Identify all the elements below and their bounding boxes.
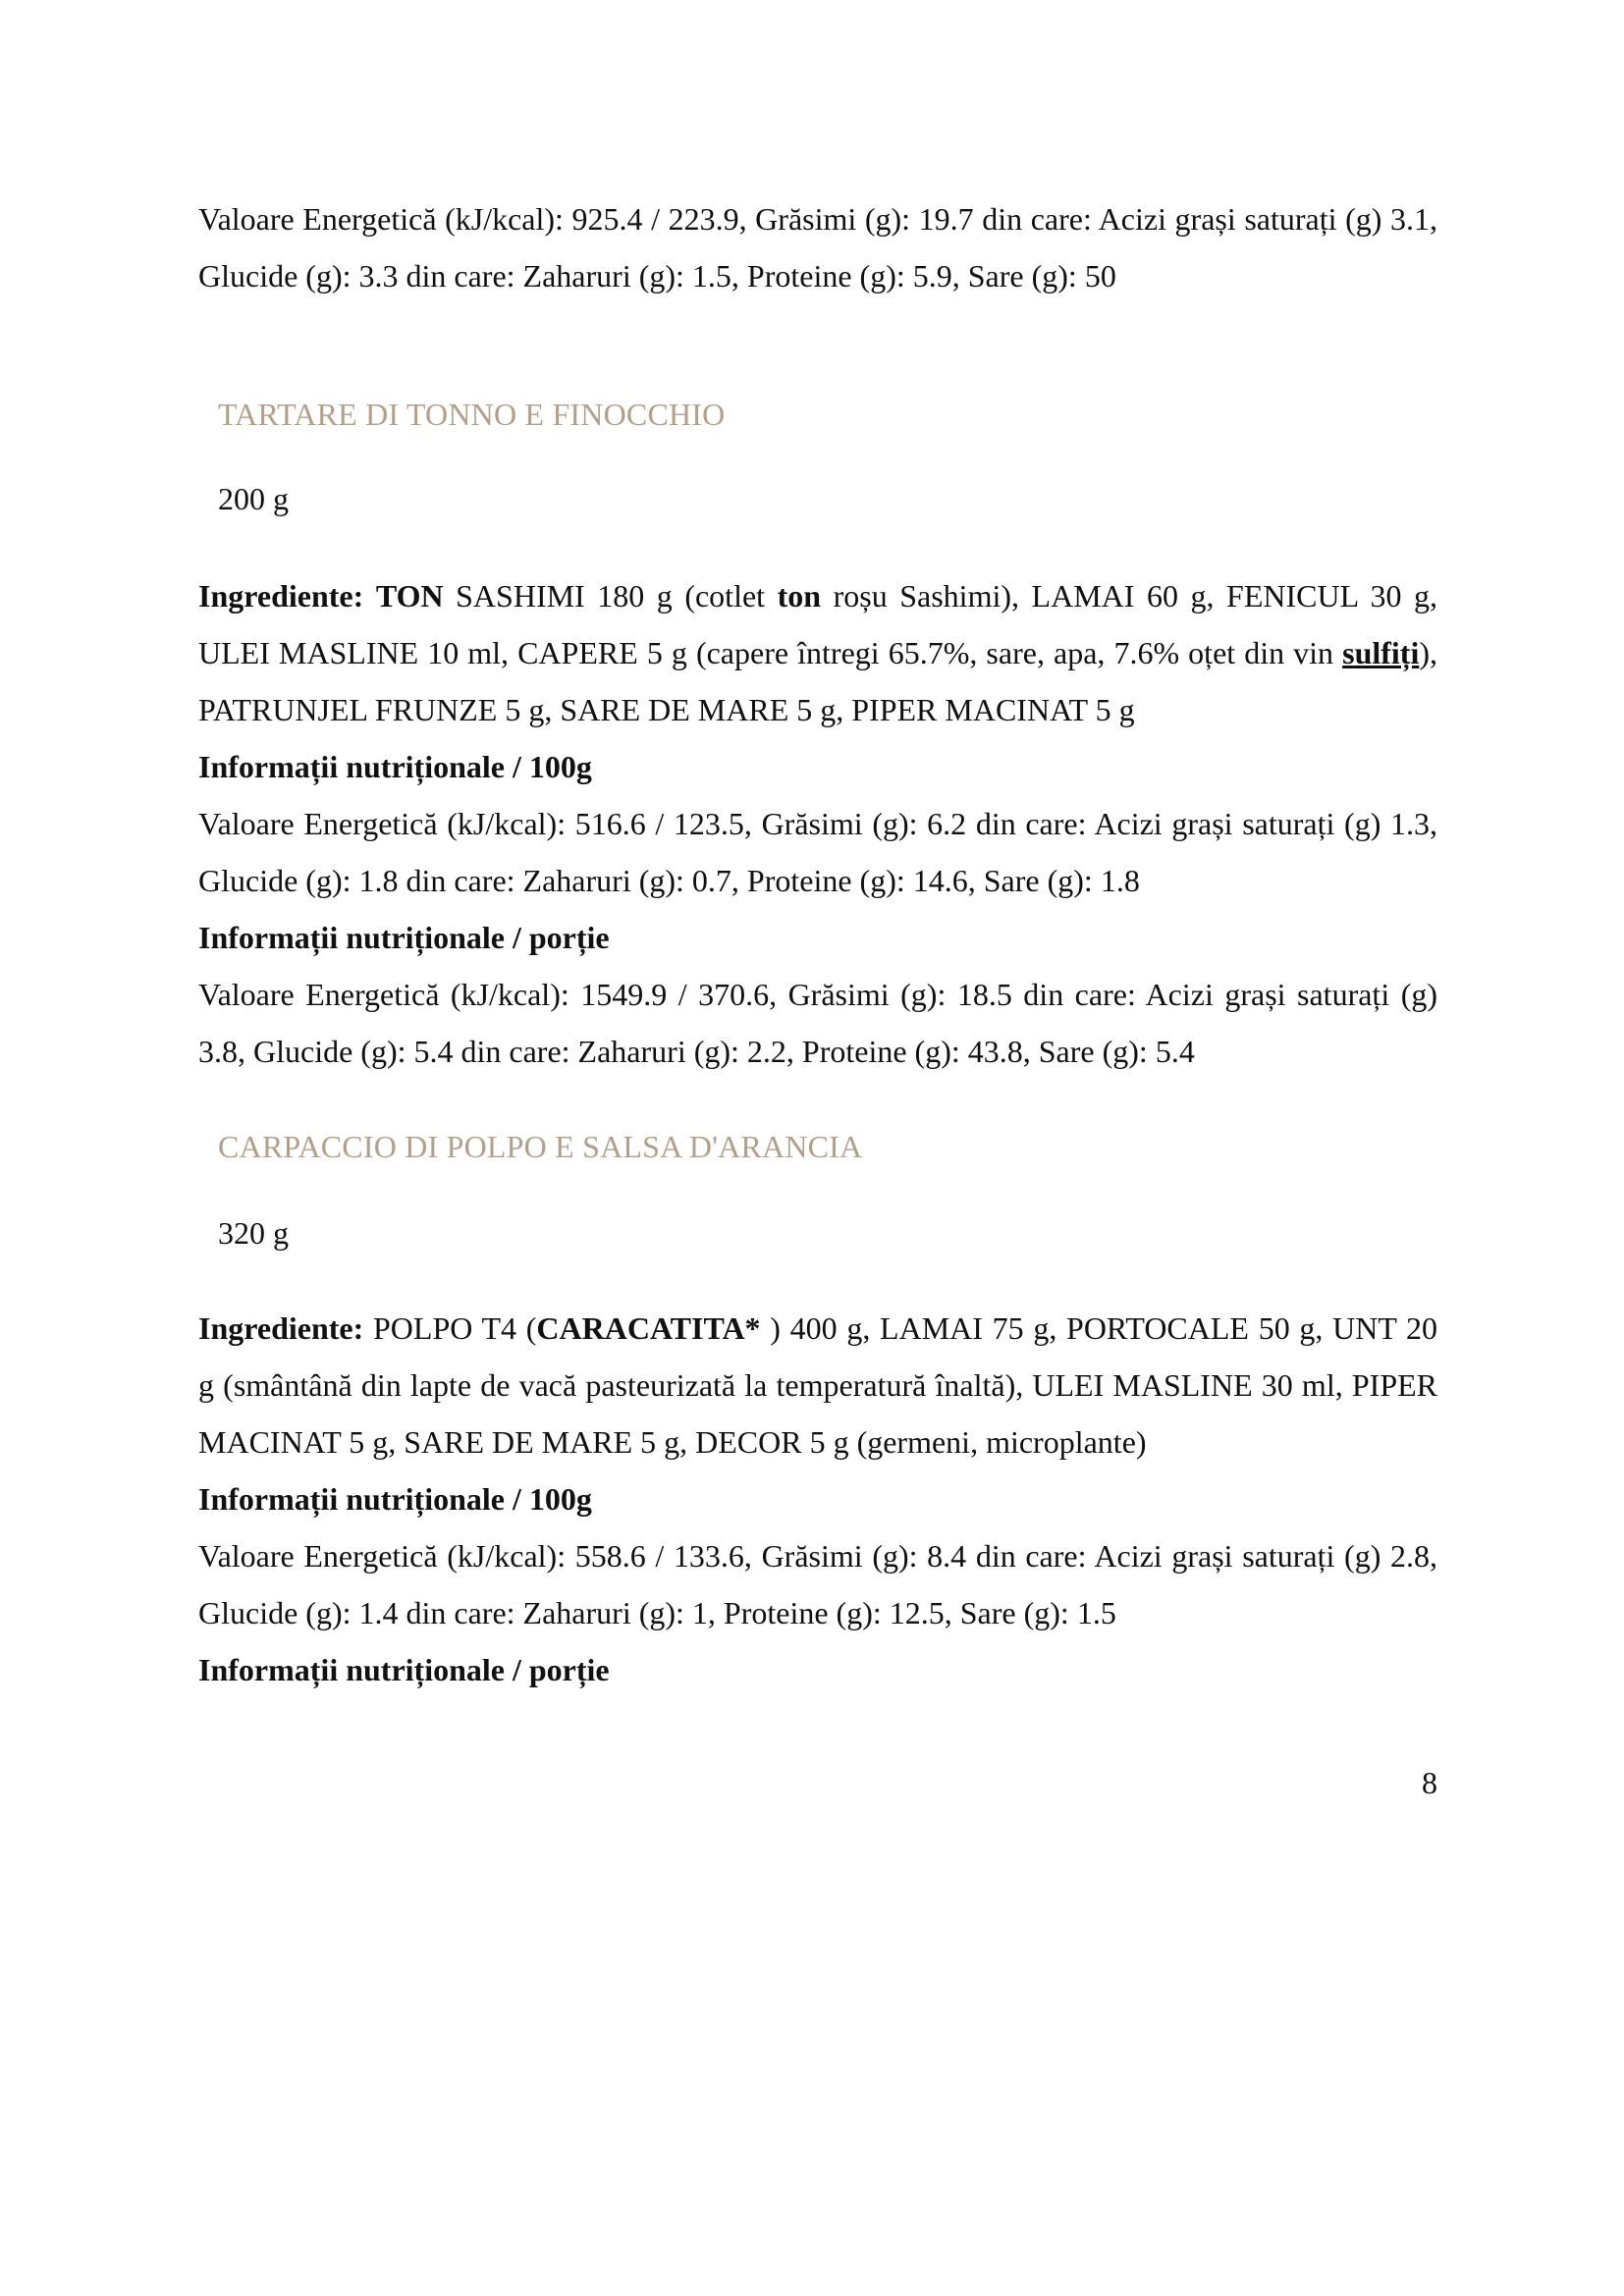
portion-heading-tartare: Informații nutriționale / porție <box>198 920 610 955</box>
ingredients-tartare <box>198 567 1437 738</box>
dish-weight-carpaccio: 320 g <box>218 1215 289 1251</box>
ingredients-text: ) 400 g, LAMAI 75 g, PORTOCALE 50 g, UNT 20 g (smântână din lapte de vacă pasteurizată la temperatură înaltă), ULEI MASLINE 30 ml, PIPER MACINAT 5 g, SARE DE MARE 5 g, DECOR 5 g (germeni, microplante) <box>198 1310 1438 1460</box>
allergen-ton: TON <box>375 578 444 614</box>
allergen-ton-lower: ton <box>777 578 822 614</box>
ingredients-text: ), PATRUNJEL FRUNZE 5 g, SARE DE MARE 5 g, PIPER MACINAT 5 g <box>198 635 1437 727</box>
per100-values-tartare: Valoare Energetică (kJ/kcal): 516.6 / 123.5, Grăsimi (g): 6.2 din care: Acizi grași saturați (g) 1.3, Glucide (g): 1.8 din care: Zaharuri (g): 0.7, Proteine (g): 14.6, Sare (g): 1.8 <box>198 806 1437 898</box>
dish-title-tartare: TARTARE DI TONNO E FINOCCHIO <box>218 397 726 432</box>
page-number: 8 <box>1422 1765 1437 1800</box>
ingredients-label: Ingrediente: <box>198 1310 364 1346</box>
per100-values-carpaccio: Valoare Energetică (kJ/kcal): 558.6 / 133.6, Grăsimi (g): 8.4 din care: Acizi grași saturați (g) 2.8, Glucide (g): 1.4 din care: Zaharuri (g): 1, Proteine (g): 12.5, Sare (g): 1.5 <box>198 1538 1437 1630</box>
dish-weight-tartare: 200 g <box>218 481 289 516</box>
allergen-caracatita: CARACATITA* <box>536 1310 761 1346</box>
per100-heading-carpaccio: Informații nutriționale / 100g <box>198 1481 592 1517</box>
portion-heading-carpaccio: Informații nutriționale / porție <box>198 1652 610 1687</box>
ingredients-text: SASHIMI 180 g (cotlet <box>443 578 778 614</box>
ingredients-text: POLPO T4 ( <box>363 1310 537 1346</box>
allergen-sulfiti: sulfiți <box>1342 635 1420 670</box>
per100-heading-tartare: Informații nutriționale / 100g <box>198 749 592 784</box>
ingredients-label: Ingrediente: <box>198 578 364 614</box>
ingredients-text: roșu Sashimi), LAMAI 60 g, FENICUL 30 g, ULEI MASLINE 10 ml, CAPERE 5 g (capere întregi 65.7%, sare, apa, 7.6% oțet din vin <box>198 578 1438 670</box>
ingredients-carpaccio <box>198 1300 1437 1470</box>
portion-values-tartare: Valoare Energetică (kJ/kcal): 1549.9 / 370.6, Grăsimi (g): 18.5 din care: Acizi grași saturați (g) 3.8, Glucide (g): 5.4 din care: Zaharuri (g): 2.2, Proteine (g): 43.8, Sare (g): 5.4 <box>198 977 1437 1069</box>
top-nutrition-values: Valoare Energetică (kJ/kcal): 925.4 / 223.9, Grăsimi (g): 19.7 din care: Acizi grași saturați (g) 3.1, Glucide (g): 3.3 din care: Zaharuri (g): 1.5, Proteine (g): 5.9, Sare (g): 50 <box>198 201 1437 294</box>
dish-title-carpaccio: CARPACCIO DI POLPO E SALSA D'ARANCIA <box>218 1129 863 1164</box>
